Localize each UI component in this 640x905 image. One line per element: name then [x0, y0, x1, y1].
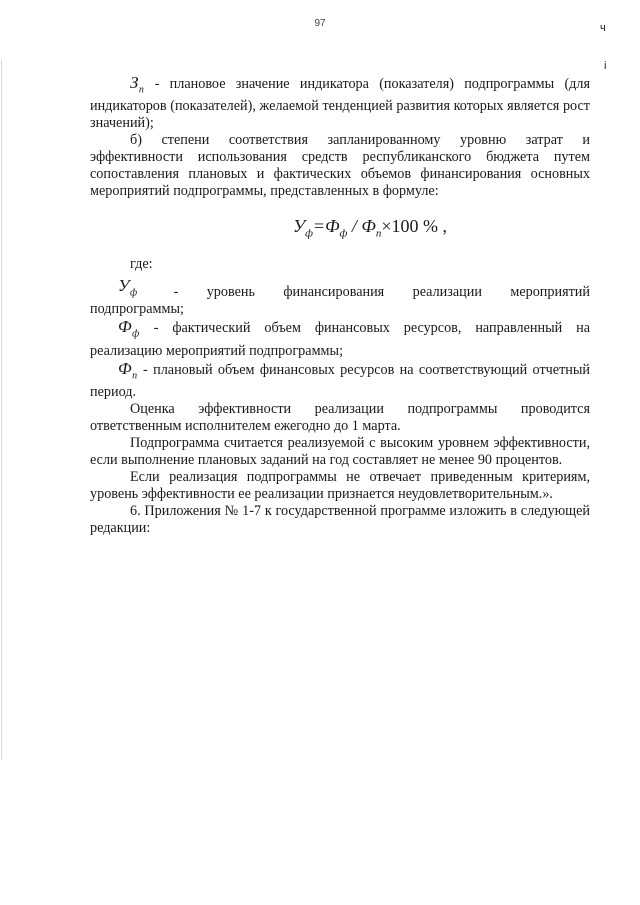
scan-edge-line — [1, 60, 2, 760]
ff-definition-text: - фактический объем финансовых ресурсов, направленный на реализацию мероприятий подпрограммы; — [90, 320, 590, 359]
evaluation-paragraph: Оценка эффективности реализации подпрограммы проводится ответственным исполнителем ежегодно до 1 марта. — [90, 401, 590, 435]
z-symbol: $З_п$ — [130, 73, 145, 96]
where-label: где: — [130, 255, 153, 272]
z-definition — [90, 74, 590, 132]
unsatisfactory-paragraph: Если реализация подпрограммы не отвечает приведенным критериям, уровень эффективности ее реализации признается неудовлетворительным.». — [90, 469, 590, 503]
ff-symbol: $Ф_ф$ — [118, 317, 140, 340]
margin-mark-second: і — [604, 60, 607, 72]
fp-definition — [90, 360, 590, 401]
ff-definition — [90, 318, 590, 359]
margin-mark-top: ч — [600, 22, 606, 34]
high-efficiency-paragraph: Подпрограмма считается реализуемой с высоким уровнем эффективности, если выполнение плановых заданий на год составляет не менее 90 процентов. — [90, 435, 590, 469]
document-body — [90, 74, 590, 537]
uf-definition-row: $У_ф$ - уровень финансирования реализации мероприятий — [118, 275, 590, 301]
efficiency-formula: $У_ф=Ф_ф / Ф_п\times 100$ % , — [292, 216, 448, 240]
fp-definition-text: - плановый объем финансовых ресурсов на соответствующий отчетный период. — [90, 361, 590, 401]
item-b-paragraph: б) степени соответствия запланированному уровню затрат и эффективности использования средств республиканского бюджета путем сопоставления плановых и фактических объемов финансирования основных мероприятий подпрограммы, представленных в формуле: — [90, 132, 590, 200]
uf-definition-tail: подпрограммы; — [90, 301, 184, 318]
z-definition-text: - плановое значение индикатора (показателя) подпрограммы (для индикаторов (показателей), желаемой тенденцией развития которых является рост значений); — [90, 76, 590, 132]
fp-symbol: $Ф_п$ — [118, 358, 138, 382]
uf-symbol: $У_ф$ — [118, 275, 138, 299]
appendices-paragraph: 6. Приложения № 1-7 к государственной программе изложить в следующей редакции: — [90, 503, 590, 537]
page-number: 97 — [314, 18, 326, 29]
